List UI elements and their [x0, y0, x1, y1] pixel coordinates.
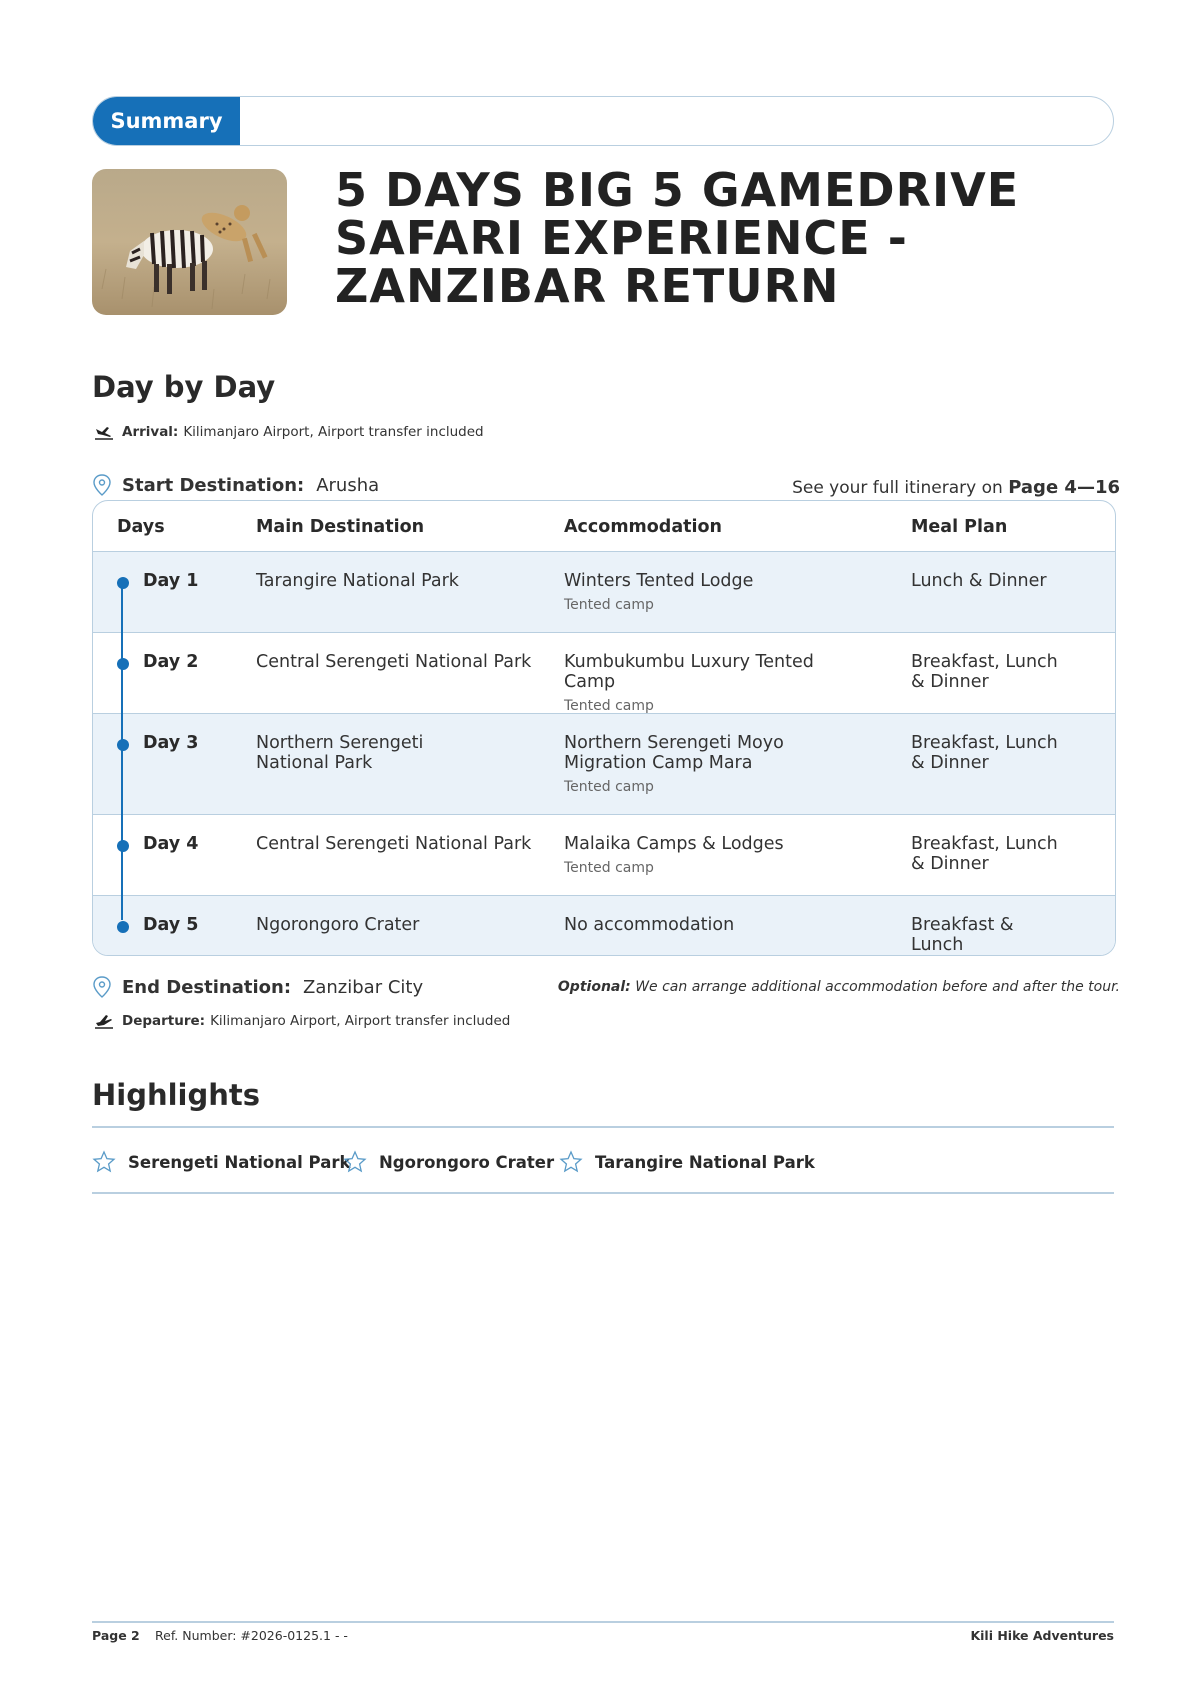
accommodation-name: Northern Serengeti Moyo Migration Camp Mara — [564, 733, 784, 773]
accommodation-cell — [564, 652, 864, 716]
itinerary-note-text: See your full itinerary on — [792, 478, 1003, 498]
end-destination — [92, 976, 423, 998]
meal-cell: Breakfast, Lunch & Dinner — [911, 834, 1058, 874]
star-icon — [343, 1150, 367, 1174]
table-row — [93, 896, 1115, 956]
accommodation-name: No accommodation — [564, 915, 735, 935]
timeline-dot — [117, 921, 129, 933]
day-label: Day 4 — [143, 834, 199, 854]
summary-bar — [92, 96, 1114, 146]
start-destination — [92, 474, 379, 496]
meal-cell: Lunch & Dinner — [911, 571, 1047, 591]
accommodation-name: Kumbukumbu Luxury Tented Camp — [564, 652, 814, 692]
meal-cell: Breakfast, Lunch & Dinner — [911, 733, 1058, 773]
summary-tab: Summary — [93, 97, 240, 145]
optional-label: Optional: — [557, 979, 631, 995]
col-days: Days — [117, 517, 165, 537]
meal-cell: Breakfast, Lunch & Dinner — [911, 652, 1058, 692]
highlight-item — [559, 1150, 815, 1174]
accommodation-cell — [564, 834, 864, 878]
accommodation-type: Tented camp — [564, 597, 654, 613]
start-value: Arusha — [316, 474, 380, 496]
highlights-divider-top — [92, 1126, 1114, 1128]
star-icon — [559, 1150, 583, 1174]
itinerary-table — [92, 500, 1116, 956]
timeline-dot — [117, 658, 129, 670]
star-icon — [92, 1150, 116, 1174]
accommodation-cell — [564, 571, 864, 615]
destination-cell: Tarangire National Park — [256, 571, 459, 591]
footer-ref: Ref. Number: #2026-0125.1 - - — [155, 1628, 348, 1643]
col-meal-plan: Meal Plan — [911, 517, 1008, 537]
day-label: Day 1 — [143, 571, 199, 591]
arrival-line — [94, 424, 484, 440]
highlights-divider-bottom — [92, 1192, 1114, 1194]
meal-cell: Breakfast & Lunch — [911, 915, 1014, 955]
location-pin-icon — [92, 474, 112, 496]
plane-takeoff-icon — [94, 1013, 114, 1029]
destination-cell: Central Serengeti National Park — [256, 652, 532, 672]
destination-cell: Northern Serengeti National Park — [256, 733, 424, 773]
departure-label: Departure: — [122, 1013, 206, 1029]
timeline-dot — [117, 577, 129, 589]
highlight-item — [343, 1150, 554, 1174]
end-label: End Destination: — [122, 976, 292, 998]
day-label: Day 2 — [143, 652, 199, 672]
footer-company: Kili Hike Adventures — [970, 1628, 1114, 1643]
col-main-destination: Main Destination — [256, 517, 425, 537]
accommodation-type: Tented camp — [564, 860, 654, 876]
highlight-label: Serengeti National Park — [128, 1152, 351, 1172]
table-row — [93, 552, 1115, 633]
plane-landing-icon — [94, 424, 114, 440]
start-label: Start Destination: — [122, 474, 305, 496]
accommodation-name: Malaika Camps & Lodges — [564, 834, 784, 854]
departure-value: Kilimanjaro Airport, Airport transfer included — [210, 1013, 511, 1029]
timeline-dot — [117, 840, 129, 852]
safari-photo — [92, 169, 287, 315]
trip-title: 5 DAYS BIG 5 GAMEDRIVE SAFARI EXPERIENCE - ZANZIBAR RETURN — [335, 163, 1020, 313]
table-header — [93, 501, 1115, 552]
highlight-label: Tarangire National Park — [595, 1152, 815, 1172]
table-row — [93, 714, 1115, 815]
day-by-day-heading: Day by Day — [92, 370, 276, 404]
day-label: Day 5 — [143, 915, 199, 935]
arrival-label: Arrival: — [122, 424, 179, 440]
accommodation-type: Tented camp — [564, 779, 654, 795]
footer-divider — [92, 1621, 1114, 1623]
highlights-heading: Highlights — [92, 1078, 261, 1112]
accommodation-cell — [564, 733, 864, 797]
accommodation-type: Tented camp — [564, 698, 654, 714]
end-value: Zanzibar City — [303, 976, 424, 998]
accommodation-name: Winters Tented Lodge — [564, 571, 754, 591]
col-accommodation: Accommodation — [564, 517, 722, 537]
highlight-item — [92, 1150, 350, 1174]
location-pin-icon — [92, 976, 112, 998]
optional-note — [558, 979, 1120, 995]
destination-cell: Ngorongoro Crater — [256, 915, 420, 935]
optional-text: We can arrange additional accommodation before and after the tour. — [635, 979, 1120, 995]
timeline-line — [121, 580, 123, 920]
highlight-label: Ngorongoro Crater — [379, 1152, 555, 1172]
itinerary-pages: Page 4—16 — [1008, 477, 1120, 498]
accommodation-cell — [564, 915, 864, 935]
destination-cell: Central Serengeti National Park — [256, 834, 532, 854]
itinerary-note — [792, 477, 1120, 498]
table-row — [93, 633, 1115, 714]
departure-line — [94, 1013, 510, 1029]
timeline-dot — [117, 739, 129, 751]
arrival-value: Kilimanjaro Airport, Airport transfer included — [183, 424, 484, 440]
day-label: Day 3 — [143, 733, 199, 753]
table-row — [93, 815, 1115, 896]
footer-page: Page 2 — [92, 1628, 140, 1643]
